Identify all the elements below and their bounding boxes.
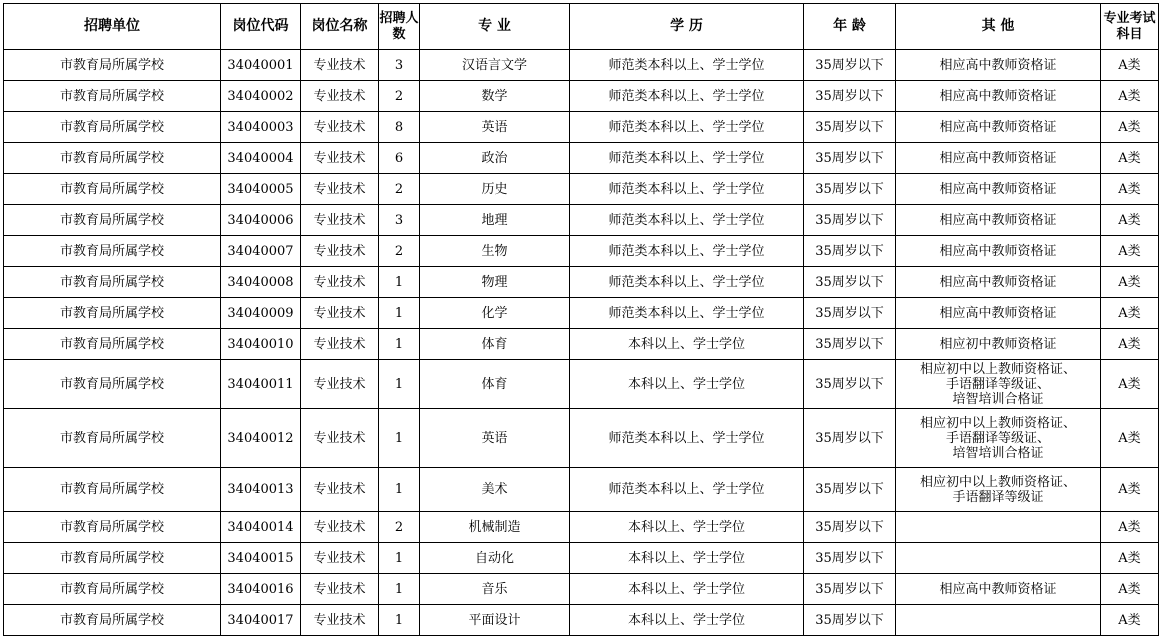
cell-count: 1 — [379, 605, 420, 636]
cell-unit: 市教育局所属学校 — [4, 112, 221, 143]
cell-other — [896, 174, 1101, 205]
cell-name: 专业技术 — [301, 409, 379, 468]
cell-other — [896, 543, 1101, 574]
cell-exam: A类 — [1101, 543, 1159, 574]
cell-code: 34040009 — [221, 298, 301, 329]
cell-other — [896, 409, 1101, 468]
cell-name: 专业技术 — [301, 512, 379, 543]
cell-name: 专业技术 — [301, 360, 379, 409]
cell-other — [896, 512, 1101, 543]
cell-code: 34040014 — [221, 512, 301, 543]
header-education: 学 历 — [570, 4, 804, 50]
cell-count: 1 — [379, 574, 420, 605]
cell-other-line: 手语翻译等级证、 — [945, 430, 1050, 446]
cell-other-line: 相应初中以上教师资格证、 — [919, 361, 1076, 377]
cell-unit: 市教育局所属学校 — [4, 329, 221, 360]
cell-exam: A类 — [1101, 50, 1159, 81]
cell-education: 师范类本科以上、学士学位 — [570, 50, 804, 81]
cell-other-line: 相应高中教师资格证 — [939, 243, 1057, 259]
cell-code: 34040003 — [221, 112, 301, 143]
cell-age: 35周岁以下 — [804, 267, 896, 298]
cell-unit: 市教育局所属学校 — [4, 298, 221, 329]
cell-other-line: 相应高中教师资格证 — [939, 150, 1057, 166]
cell-code: 34040016 — [221, 574, 301, 605]
cell-unit: 市教育局所属学校 — [4, 236, 221, 267]
cell-count: 1 — [379, 409, 420, 468]
cell-education: 本科以上、学士学位 — [570, 329, 804, 360]
cell-other-line: 相应高中教师资格证 — [939, 181, 1057, 197]
cell-name: 专业技术 — [301, 143, 379, 174]
cell-code: 34040015 — [221, 543, 301, 574]
cell-education: 本科以上、学士学位 — [570, 605, 804, 636]
cell-code: 34040012 — [221, 409, 301, 468]
cell-age: 35周岁以下 — [804, 112, 896, 143]
table-row — [4, 605, 1159, 636]
table-row — [4, 512, 1159, 543]
cell-other-line: 相应初中以上教师资格证、 — [919, 474, 1076, 490]
cell-unit: 市教育局所属学校 — [4, 468, 221, 512]
header-row — [4, 4, 1159, 50]
cell-name: 专业技术 — [301, 543, 379, 574]
cell-other — [896, 468, 1101, 512]
cell-other-line: 相应初中以上教师资格证、 — [919, 415, 1076, 431]
cell-code: 34040007 — [221, 236, 301, 267]
header-name: 岗位名称 — [301, 4, 379, 50]
cell-unit: 市教育局所属学校 — [4, 512, 221, 543]
cell-code: 34040011 — [221, 360, 301, 409]
cell-exam: A类 — [1101, 360, 1159, 409]
cell-major: 政治 — [420, 143, 570, 174]
cell-unit: 市教育局所属学校 — [4, 143, 221, 174]
cell-major: 物理 — [420, 267, 570, 298]
cell-age: 35周岁以下 — [804, 329, 896, 360]
cell-other-line: 手语翻译等级证、 — [945, 376, 1050, 392]
cell-other — [896, 205, 1101, 236]
cell-other — [896, 81, 1101, 112]
table-row — [4, 236, 1159, 267]
cell-age: 35周岁以下 — [804, 81, 896, 112]
cell-other — [896, 298, 1101, 329]
cell-major: 英语 — [420, 112, 570, 143]
cell-count: 1 — [379, 468, 420, 512]
cell-other — [896, 143, 1101, 174]
cell-exam: A类 — [1101, 468, 1159, 512]
cell-age: 35周岁以下 — [804, 298, 896, 329]
cell-age: 35周岁以下 — [804, 543, 896, 574]
cell-other-line: 相应高中教师资格证 — [939, 57, 1057, 73]
cell-unit: 市教育局所属学校 — [4, 205, 221, 236]
table-row — [4, 543, 1159, 574]
table-row — [4, 143, 1159, 174]
table-row — [4, 267, 1159, 298]
cell-major: 地理 — [420, 205, 570, 236]
cell-unit: 市教育局所属学校 — [4, 543, 221, 574]
cell-count: 2 — [379, 174, 420, 205]
cell-name: 专业技术 — [301, 174, 379, 205]
cell-education: 师范类本科以上、学士学位 — [570, 298, 804, 329]
cell-count: 1 — [379, 267, 420, 298]
cell-count: 2 — [379, 81, 420, 112]
cell-code: 34040013 — [221, 468, 301, 512]
cell-name: 专业技术 — [301, 605, 379, 636]
table-body — [4, 50, 1159, 636]
cell-unit: 市教育局所属学校 — [4, 174, 221, 205]
cell-name: 专业技术 — [301, 81, 379, 112]
cell-exam: A类 — [1101, 81, 1159, 112]
cell-other-line: 相应高中教师资格证 — [939, 305, 1057, 321]
cell-count: 8 — [379, 112, 420, 143]
cell-exam: A类 — [1101, 236, 1159, 267]
header-exam: 专业考试科目 — [1101, 4, 1159, 50]
cell-unit: 市教育局所属学校 — [4, 360, 221, 409]
cell-exam: A类 — [1101, 298, 1159, 329]
cell-count: 1 — [379, 329, 420, 360]
recruitment-table — [3, 3, 1159, 636]
cell-unit: 市教育局所属学校 — [4, 574, 221, 605]
cell-unit: 市教育局所属学校 — [4, 267, 221, 298]
cell-other-line: 相应高中教师资格证 — [939, 581, 1057, 597]
cell-age: 35周岁以下 — [804, 50, 896, 81]
header-other: 其 他 — [896, 4, 1101, 50]
cell-education: 师范类本科以上、学士学位 — [570, 468, 804, 512]
table-row — [4, 50, 1159, 81]
cell-count: 6 — [379, 143, 420, 174]
cell-age: 35周岁以下 — [804, 605, 896, 636]
header-code: 岗位代码 — [221, 4, 301, 50]
cell-exam: A类 — [1101, 574, 1159, 605]
table-row — [4, 81, 1159, 112]
cell-education: 师范类本科以上、学士学位 — [570, 81, 804, 112]
cell-other-line: 相应高中教师资格证 — [939, 119, 1057, 135]
cell-other — [896, 574, 1101, 605]
cell-education: 师范类本科以上、学士学位 — [570, 409, 804, 468]
cell-count: 3 — [379, 205, 420, 236]
cell-count: 3 — [379, 50, 420, 81]
cell-name: 专业技术 — [301, 574, 379, 605]
cell-name: 专业技术 — [301, 468, 379, 512]
cell-education: 师范类本科以上、学士学位 — [570, 236, 804, 267]
table-row — [4, 298, 1159, 329]
cell-age: 35周岁以下 — [804, 236, 896, 267]
cell-exam: A类 — [1101, 112, 1159, 143]
cell-name: 专业技术 — [301, 236, 379, 267]
cell-major: 平面设计 — [420, 605, 570, 636]
cell-education: 本科以上、学士学位 — [570, 360, 804, 409]
cell-unit: 市教育局所属学校 — [4, 81, 221, 112]
cell-other-line: 相应高中教师资格证 — [939, 212, 1057, 228]
cell-other-line: 培智培训合格证 — [952, 391, 1044, 407]
cell-major: 汉语言文学 — [420, 50, 570, 81]
cell-other-line: 相应高中教师资格证 — [939, 88, 1057, 104]
cell-age: 35周岁以下 — [804, 205, 896, 236]
cell-other-line: 手语翻译等级证 — [952, 489, 1044, 505]
cell-education: 师范类本科以上、学士学位 — [570, 174, 804, 205]
cell-major: 生物 — [420, 236, 570, 267]
cell-major: 英语 — [420, 409, 570, 468]
table-row — [4, 409, 1159, 468]
cell-major: 自动化 — [420, 543, 570, 574]
cell-exam: A类 — [1101, 329, 1159, 360]
cell-education: 师范类本科以上、学士学位 — [570, 112, 804, 143]
table-row — [4, 174, 1159, 205]
cell-name: 专业技术 — [301, 267, 379, 298]
cell-education: 本科以上、学士学位 — [570, 543, 804, 574]
cell-education: 师范类本科以上、学士学位 — [570, 143, 804, 174]
table-row — [4, 574, 1159, 605]
cell-code: 34040005 — [221, 174, 301, 205]
cell-exam: A类 — [1101, 174, 1159, 205]
cell-count: 2 — [379, 236, 420, 267]
cell-exam: A类 — [1101, 205, 1159, 236]
cell-education: 师范类本科以上、学士学位 — [570, 267, 804, 298]
header-major: 专 业 — [420, 4, 570, 50]
cell-other — [896, 50, 1101, 81]
cell-exam: A类 — [1101, 143, 1159, 174]
cell-other — [896, 267, 1101, 298]
cell-exam: A类 — [1101, 267, 1159, 298]
cell-age: 35周岁以下 — [804, 512, 896, 543]
cell-code: 34040017 — [221, 605, 301, 636]
cell-exam: A类 — [1101, 409, 1159, 468]
cell-major: 体育 — [420, 360, 570, 409]
cell-other — [896, 112, 1101, 143]
header-unit: 招聘单位 — [4, 4, 221, 50]
cell-code: 34040006 — [221, 205, 301, 236]
cell-age: 35周岁以下 — [804, 360, 896, 409]
cell-name: 专业技术 — [301, 112, 379, 143]
cell-education: 本科以上、学士学位 — [570, 574, 804, 605]
cell-major: 体育 — [420, 329, 570, 360]
cell-major: 机械制造 — [420, 512, 570, 543]
cell-age: 35周岁以下 — [804, 574, 896, 605]
cell-count: 1 — [379, 298, 420, 329]
cell-age: 35周岁以下 — [804, 409, 896, 468]
cell-major: 历史 — [420, 174, 570, 205]
table-row — [4, 205, 1159, 236]
table-row — [4, 329, 1159, 360]
cell-exam: A类 — [1101, 512, 1159, 543]
cell-age: 35周岁以下 — [804, 468, 896, 512]
cell-other — [896, 360, 1101, 409]
cell-code: 34040002 — [221, 81, 301, 112]
header-age: 年 龄 — [804, 4, 896, 50]
cell-age: 35周岁以下 — [804, 143, 896, 174]
cell-count: 1 — [379, 360, 420, 409]
cell-name: 专业技术 — [301, 50, 379, 81]
cell-code: 34040008 — [221, 267, 301, 298]
cell-other — [896, 605, 1101, 636]
header-count: 招聘人数 — [379, 4, 420, 50]
cell-other-line: 培智培训合格证 — [952, 445, 1044, 461]
cell-other — [896, 236, 1101, 267]
cell-other — [896, 329, 1101, 360]
cell-major: 美术 — [420, 468, 570, 512]
cell-age: 35周岁以下 — [804, 174, 896, 205]
cell-major: 音乐 — [420, 574, 570, 605]
cell-other-line: 相应初中教师资格证 — [939, 336, 1057, 352]
cell-other-line: 相应高中教师资格证 — [939, 274, 1057, 290]
cell-education: 师范类本科以上、学士学位 — [570, 205, 804, 236]
cell-name: 专业技术 — [301, 205, 379, 236]
cell-count: 2 — [379, 512, 420, 543]
cell-name: 专业技术 — [301, 298, 379, 329]
table-row — [4, 112, 1159, 143]
table-row — [4, 360, 1159, 409]
cell-unit: 市教育局所属学校 — [4, 409, 221, 468]
cell-unit: 市教育局所属学校 — [4, 50, 221, 81]
cell-major: 化学 — [420, 298, 570, 329]
cell-count: 1 — [379, 543, 420, 574]
cell-code: 34040010 — [221, 329, 301, 360]
cell-major: 数学 — [420, 81, 570, 112]
cell-unit: 市教育局所属学校 — [4, 605, 221, 636]
cell-exam: A类 — [1101, 605, 1159, 636]
cell-code: 34040004 — [221, 143, 301, 174]
cell-code: 34040001 — [221, 50, 301, 81]
cell-education: 本科以上、学士学位 — [570, 512, 804, 543]
cell-name: 专业技术 — [301, 329, 379, 360]
table-row — [4, 468, 1159, 512]
